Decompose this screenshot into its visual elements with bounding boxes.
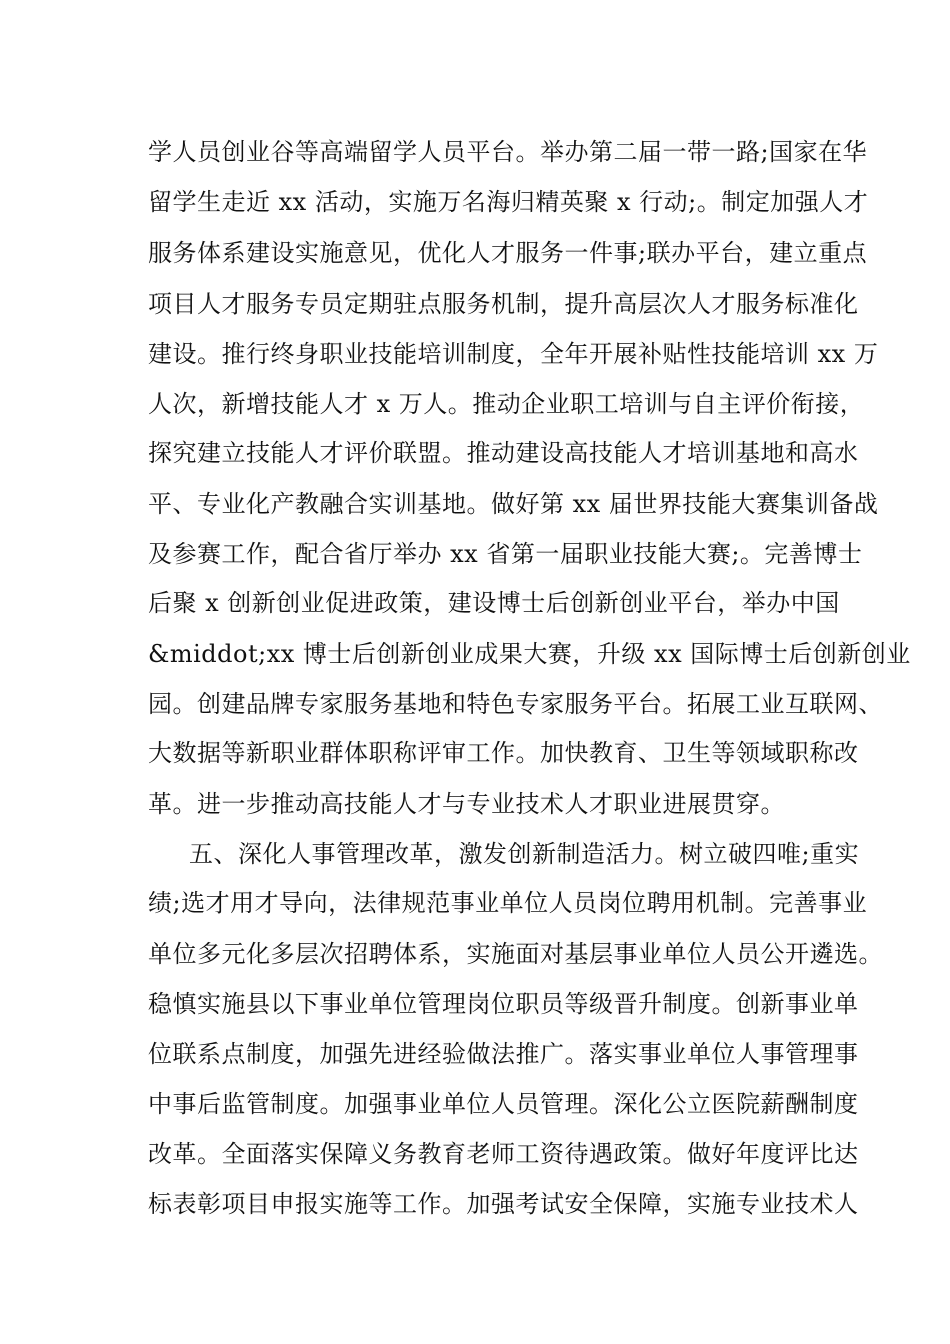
text-line: 稳慎实施县以下事业单位管理岗位职员等级晋升制度。创新事业单 — [148, 990, 859, 1018]
text-line: 中事后监管制度。加强事业单位人员管理。深化公立医院薪酬制度 — [148, 1090, 859, 1118]
text-line: 位联系点制度，加强先进经验做法推广。落实事业单位人事管理事 — [148, 1040, 859, 1068]
text-line: 留学生走近 xx 活动，实施万名海归精英聚 x 行动;。制定加强人才 — [148, 188, 869, 216]
text-line: 建设。推行终身职业技能培训制度，全年开展补贴性技能培训 xx 万 — [148, 340, 879, 368]
section-heading-line: 五、深化人事管理改革，激发创新制造活力。树立破四唯;重实 — [189, 840, 860, 868]
text-line: &middot;xx 博士后创新创业成果大赛，升级 xx 国际博士后创新创业 — [148, 640, 911, 668]
text-line: 后聚 x 创新创业促进政策，建设博士后创新创业平台，举办中国 — [148, 589, 840, 617]
text-line: 人次，新增技能人才 x 万人。推动企业职工培训与自主评价衔接， — [148, 390, 865, 418]
text-line: 园。创建品牌专家服务基地和特色专家服务平台。拓展工业互联网、 — [148, 690, 883, 718]
text-line: 大数据等新职业群体职称评审工作。加快教育、卫生等领域职称改 — [148, 739, 859, 767]
text-line: 学人员创业谷等高端留学人员平台。举办第二届一带一路;国家在华 — [148, 138, 868, 166]
text-line: 改革。全面落实保障义务教育老师工资待遇政策。做好年度评比达 — [148, 1140, 859, 1168]
text-line: 服务体系建设实施意见，优化人才服务一件事;联办平台，建立重点 — [148, 239, 868, 267]
text-line: 项目人才服务专员定期驻点服务机制，提升高层次人才服务标准化 — [148, 290, 859, 318]
text-line: 标表彰项目申报实施等工作。加强考试安全保障，实施专业技术人 — [148, 1190, 859, 1218]
text-line: 平、专业化产教融合实训基地。做好第 xx 届世界技能大赛集训备战 — [148, 490, 879, 518]
text-line: 绩;选才用才导向，法律规范事业单位人员岗位聘用机制。完善事业 — [148, 889, 868, 917]
text-line: 单位多元化多层次招聘体系，实施面对基层事业单位人员公开遴选。 — [148, 940, 883, 968]
text-line: 及参赛工作，配合省厅举办 xx 省第一届职业技能大赛;。完善博士 — [148, 540, 863, 568]
text-line: 探究建立技能人才评价联盟。推动建设高技能人才培训基地和高水 — [148, 439, 859, 467]
text-line: 革。进一步推动高技能人才与专业技术人才职业进展贯穿。 — [148, 790, 785, 818]
